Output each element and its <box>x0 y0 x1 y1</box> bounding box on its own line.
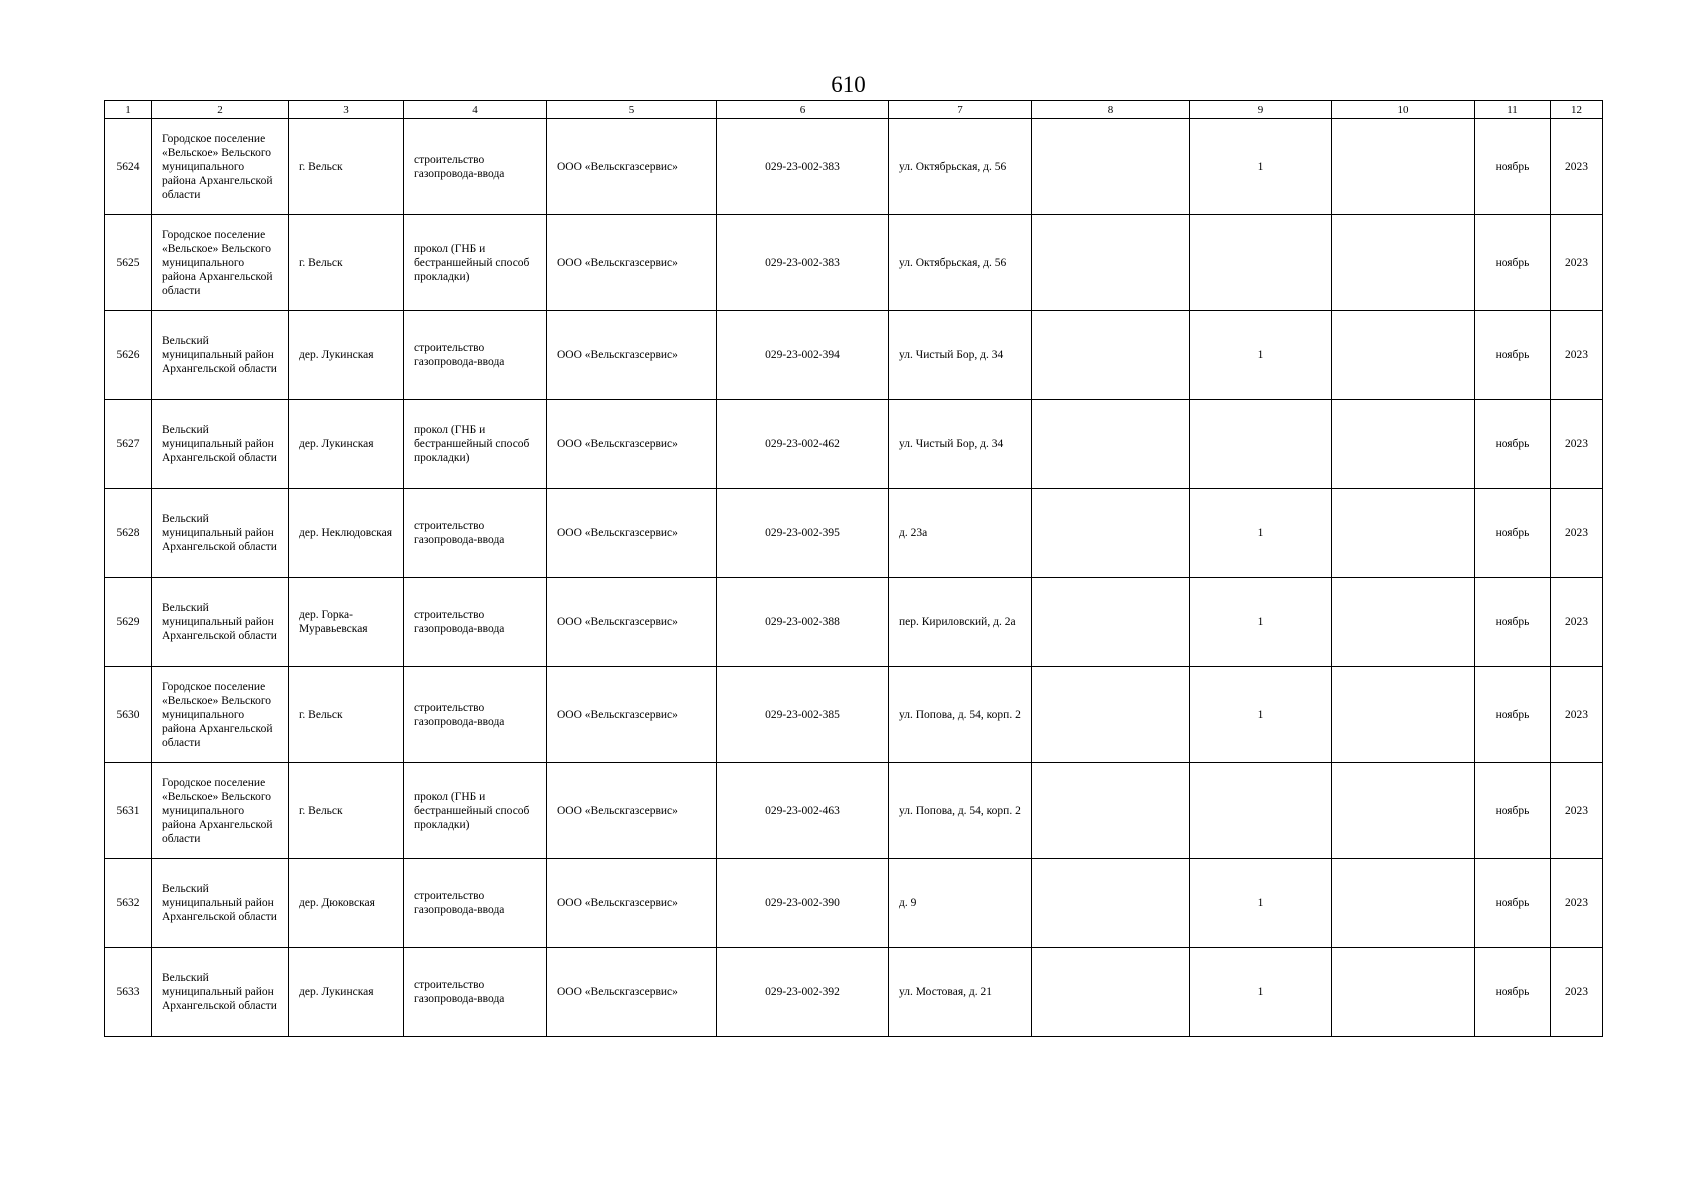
column-8-cell <box>1032 400 1190 489</box>
quantity-cell: 1 <box>1190 948 1332 1037</box>
locality-cell: дер. Горка-Муравьевская <box>289 578 404 667</box>
column-number-header: 1 <box>105 101 152 119</box>
month-cell: ноябрь <box>1475 763 1551 859</box>
column-10-cell <box>1332 311 1475 400</box>
quantity-cell: 1 <box>1190 667 1332 763</box>
year-cell: 2023 <box>1551 948 1603 1037</box>
column-8-cell <box>1032 215 1190 311</box>
work-type-cell: строительство газопровода-ввода <box>404 119 547 215</box>
column-10-cell <box>1332 763 1475 859</box>
organization-cell: ООО «Вельскгазсервис» <box>547 578 717 667</box>
column-8-cell <box>1032 578 1190 667</box>
month-cell: ноябрь <box>1475 578 1551 667</box>
quantity-cell <box>1190 400 1332 489</box>
address-cell: ул. Октябрьская, д. 56 <box>889 119 1032 215</box>
column-8-cell <box>1032 489 1190 578</box>
registry-code-cell: 029-23-002-385 <box>717 667 889 763</box>
registry-code-cell: 029-23-002-383 <box>717 215 889 311</box>
organization-cell: ООО «Вельскгазсервис» <box>547 215 717 311</box>
address-cell: ул. Чистый Бор, д. 34 <box>889 400 1032 489</box>
registry-code-cell: 029-23-002-395 <box>717 489 889 578</box>
locality-cell: дер. Лукинская <box>289 400 404 489</box>
quantity-cell <box>1190 215 1332 311</box>
table-row <box>105 489 1603 578</box>
address-cell: пер. Кириловский, д. 2а <box>889 578 1032 667</box>
locality-cell: дер. Неклюдовская <box>289 489 404 578</box>
column-number-header: 9 <box>1190 101 1332 119</box>
column-number-header: 6 <box>717 101 889 119</box>
table-row <box>105 667 1603 763</box>
column-number-header: 5 <box>547 101 717 119</box>
column-8-cell <box>1032 311 1190 400</box>
table-row <box>105 948 1603 1037</box>
quantity-cell: 1 <box>1190 311 1332 400</box>
year-cell: 2023 <box>1551 215 1603 311</box>
organization-cell: ООО «Вельскгазсервис» <box>547 119 717 215</box>
month-cell: ноябрь <box>1475 489 1551 578</box>
work-type-cell: прокол (ГНБ и бестраншейный способ прокладки) <box>404 400 547 489</box>
address-cell: ул. Попова, д. 54, корп. 2 <box>889 667 1032 763</box>
work-type-cell: строительство газопровода-ввода <box>404 948 547 1037</box>
row-number-cell: 5627 <box>105 400 152 489</box>
table-row <box>105 859 1603 948</box>
month-cell: ноябрь <box>1475 667 1551 763</box>
month-cell: ноябрь <box>1475 119 1551 215</box>
work-type-cell: строительство газопровода-ввода <box>404 667 547 763</box>
column-8-cell <box>1032 763 1190 859</box>
locality-cell: г. Вельск <box>289 667 404 763</box>
municipality-cell: Вельский муниципальный район Архангельской области <box>152 400 289 489</box>
row-number-cell: 5631 <box>105 763 152 859</box>
table-row <box>105 311 1603 400</box>
address-cell: ул. Октябрьская, д. 56 <box>889 215 1032 311</box>
column-10-cell <box>1332 400 1475 489</box>
column-number-header: 4 <box>404 101 547 119</box>
column-10-cell <box>1332 667 1475 763</box>
municipality-cell: Городское поселение «Вельское» Вельского муниципального района Архангельской области <box>152 667 289 763</box>
table-row <box>105 578 1603 667</box>
work-type-cell: прокол (ГНБ и бестраншейный способ прокладки) <box>404 215 547 311</box>
row-number-cell: 5633 <box>105 948 152 1037</box>
column-8-cell <box>1032 119 1190 215</box>
table-row <box>105 763 1603 859</box>
municipality-cell: Вельский муниципальный район Архангельской области <box>152 489 289 578</box>
year-cell: 2023 <box>1551 119 1603 215</box>
month-cell: ноябрь <box>1475 215 1551 311</box>
column-number-header: 10 <box>1332 101 1475 119</box>
organization-cell: ООО «Вельскгазсервис» <box>547 667 717 763</box>
column-number-header: 7 <box>889 101 1032 119</box>
column-8-cell <box>1032 859 1190 948</box>
column-8-cell <box>1032 948 1190 1037</box>
municipality-cell: Вельский муниципальный район Архангельской области <box>152 948 289 1037</box>
address-cell: д. 23а <box>889 489 1032 578</box>
quantity-cell <box>1190 763 1332 859</box>
year-cell: 2023 <box>1551 400 1603 489</box>
table-row <box>105 119 1603 215</box>
quantity-cell: 1 <box>1190 119 1332 215</box>
address-cell: ул. Мостовая, д. 21 <box>889 948 1032 1037</box>
registry-table <box>104 100 1603 1037</box>
table-row <box>105 215 1603 311</box>
registry-code-cell: 029-23-002-392 <box>717 948 889 1037</box>
work-type-cell: прокол (ГНБ и бестраншейный способ прокладки) <box>404 763 547 859</box>
locality-cell: г. Вельск <box>289 215 404 311</box>
work-type-cell: строительство газопровода-ввода <box>404 311 547 400</box>
page-number: 610 <box>831 72 866 97</box>
year-cell: 2023 <box>1551 489 1603 578</box>
registry-code-cell: 029-23-002-463 <box>717 763 889 859</box>
table-row <box>105 400 1603 489</box>
organization-cell: ООО «Вельскгазсервис» <box>547 859 717 948</box>
row-number-cell: 5625 <box>105 215 152 311</box>
column-10-cell <box>1332 859 1475 948</box>
address-cell: ул. Попова, д. 54, корп. 2 <box>889 763 1032 859</box>
year-cell: 2023 <box>1551 667 1603 763</box>
column-number-header-row <box>105 101 1603 119</box>
quantity-cell: 1 <box>1190 489 1332 578</box>
locality-cell: г. Вельск <box>289 119 404 215</box>
column-number-header: 3 <box>289 101 404 119</box>
organization-cell: ООО «Вельскгазсервис» <box>547 948 717 1037</box>
organization-cell: ООО «Вельскгазсервис» <box>547 400 717 489</box>
row-number-cell: 5632 <box>105 859 152 948</box>
row-number-cell: 5624 <box>105 119 152 215</box>
work-type-cell: строительство газопровода-ввода <box>404 489 547 578</box>
row-number-cell: 5628 <box>105 489 152 578</box>
column-10-cell <box>1332 489 1475 578</box>
column-number-header: 8 <box>1032 101 1190 119</box>
row-number-cell: 5626 <box>105 311 152 400</box>
address-cell: д. 9 <box>889 859 1032 948</box>
address-cell: ул. Чистый Бор, д. 34 <box>889 311 1032 400</box>
registry-code-cell: 029-23-002-388 <box>717 578 889 667</box>
column-8-cell <box>1032 667 1190 763</box>
column-number-header: 12 <box>1551 101 1603 119</box>
quantity-cell: 1 <box>1190 578 1332 667</box>
organization-cell: ООО «Вельскгазсервис» <box>547 311 717 400</box>
row-number-cell: 5630 <box>105 667 152 763</box>
quantity-cell: 1 <box>1190 859 1332 948</box>
municipality-cell: Городское поселение «Вельское» Вельского муниципального района Архангельской области <box>152 215 289 311</box>
municipality-cell: Городское поселение «Вельское» Вельского муниципального района Архангельской области <box>152 763 289 859</box>
column-10-cell <box>1332 119 1475 215</box>
month-cell: ноябрь <box>1475 859 1551 948</box>
organization-cell: ООО «Вельскгазсервис» <box>547 763 717 859</box>
column-10-cell <box>1332 578 1475 667</box>
registry-code-cell: 029-23-002-394 <box>717 311 889 400</box>
locality-cell: г. Вельск <box>289 763 404 859</box>
month-cell: ноябрь <box>1475 311 1551 400</box>
municipality-cell: Вельский муниципальный район Архангельской области <box>152 578 289 667</box>
column-number-header: 11 <box>1475 101 1551 119</box>
locality-cell: дер. Лукинская <box>289 948 404 1037</box>
registry-code-cell: 029-23-002-462 <box>717 400 889 489</box>
year-cell: 2023 <box>1551 578 1603 667</box>
column-10-cell <box>1332 948 1475 1037</box>
registry-code-cell: 029-23-002-390 <box>717 859 889 948</box>
month-cell: ноябрь <box>1475 948 1551 1037</box>
year-cell: 2023 <box>1551 859 1603 948</box>
column-10-cell <box>1332 215 1475 311</box>
locality-cell: дер. Лукинская <box>289 311 404 400</box>
municipality-cell: Городское поселение «Вельское» Вельского муниципального района Архангельской области <box>152 119 289 215</box>
locality-cell: дер. Дюковская <box>289 859 404 948</box>
year-cell: 2023 <box>1551 311 1603 400</box>
registry-code-cell: 029-23-002-383 <box>717 119 889 215</box>
municipality-cell: Вельский муниципальный район Архангельской области <box>152 859 289 948</box>
work-type-cell: строительство газопровода-ввода <box>404 859 547 948</box>
row-number-cell: 5629 <box>105 578 152 667</box>
work-type-cell: строительство газопровода-ввода <box>404 578 547 667</box>
month-cell: ноябрь <box>1475 400 1551 489</box>
column-number-header: 2 <box>152 101 289 119</box>
year-cell: 2023 <box>1551 763 1603 859</box>
municipality-cell: Вельский муниципальный район Архангельской области <box>152 311 289 400</box>
organization-cell: ООО «Вельскгазсервис» <box>547 489 717 578</box>
